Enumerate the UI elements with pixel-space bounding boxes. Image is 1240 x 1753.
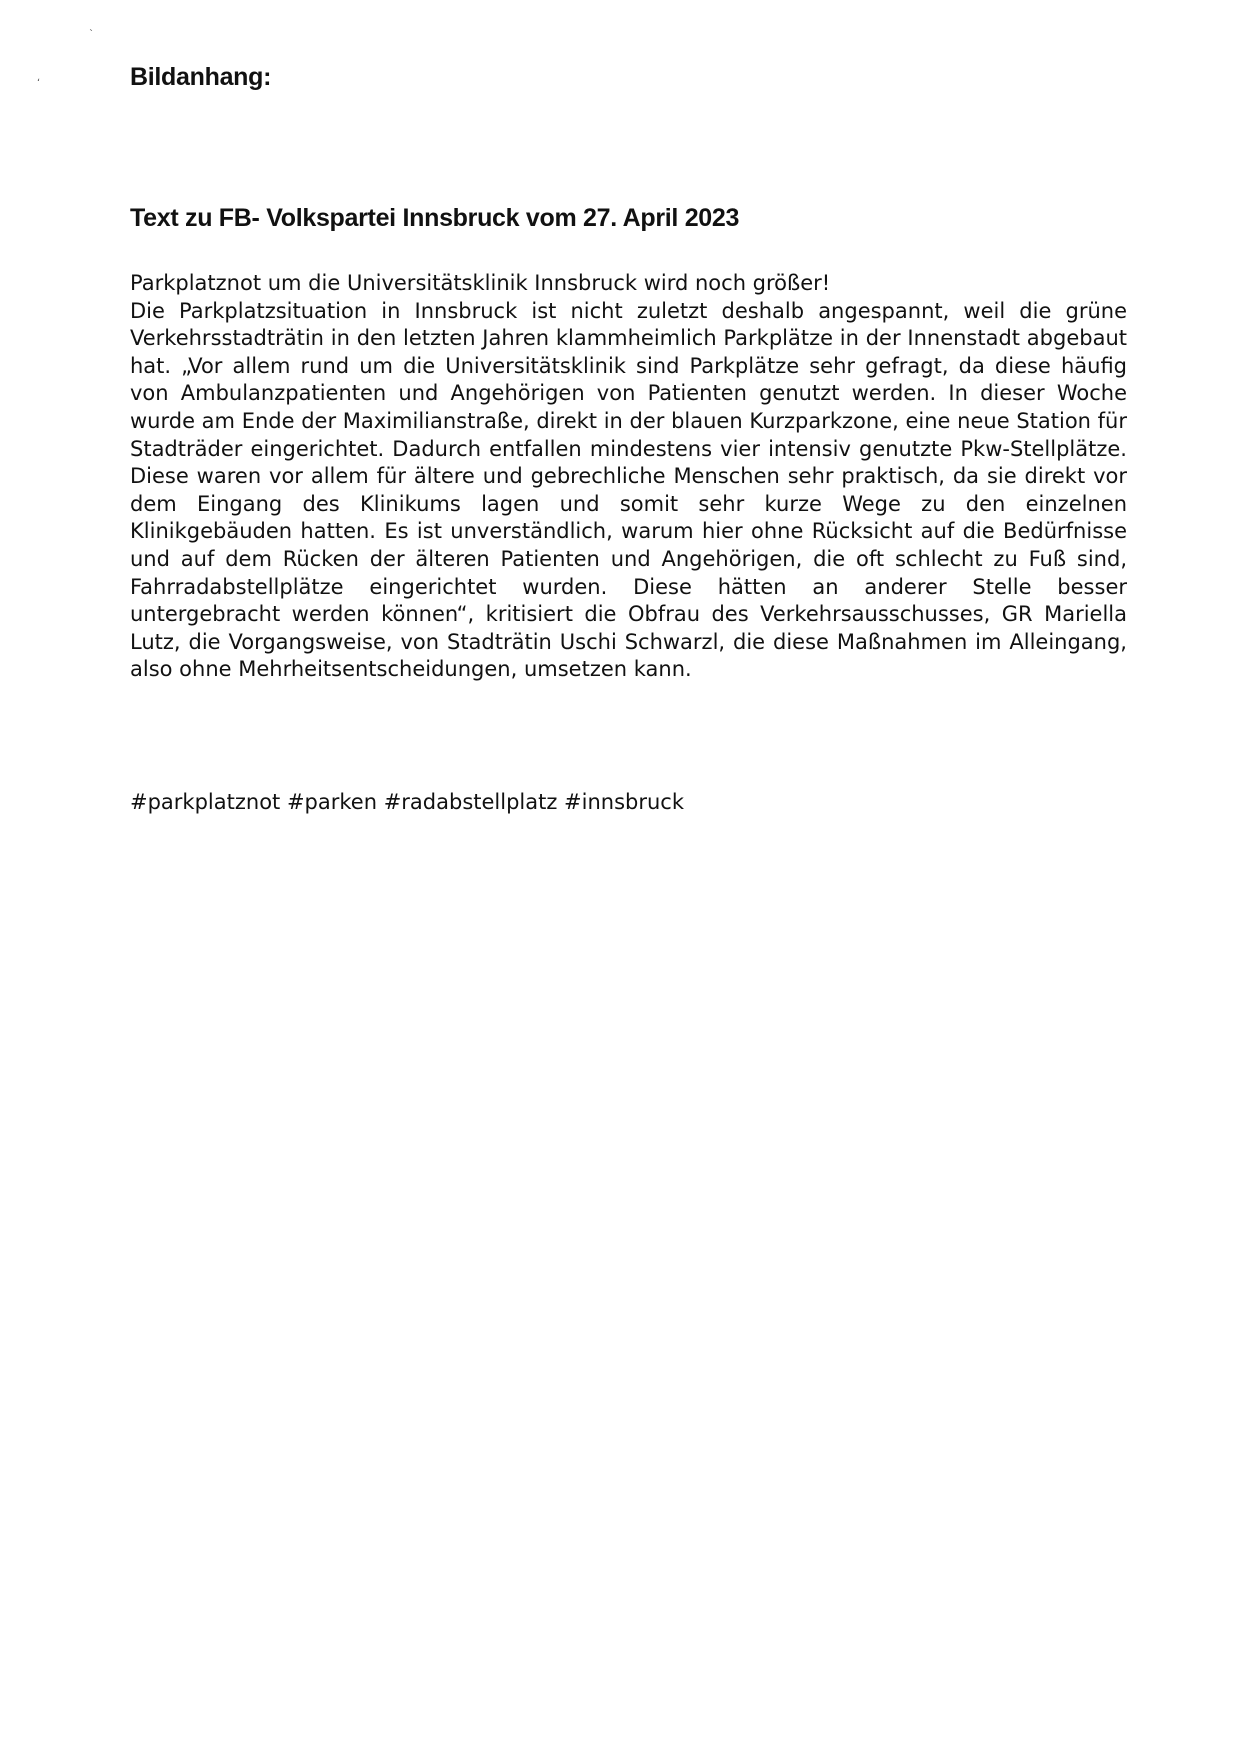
scan-speck: ˋ <box>89 29 94 40</box>
scan-speck: ʻ <box>37 78 41 89</box>
post-paragraph: Die Parkplatzsituation in Innsbruck ist nicht zuletzt deshalb angespannt, weil die grüne Verkehrsstadträtin in den letzten Jahren klammheimlich Parkplätze in der Innenstadt abgebaut hat. „Vor allem rund um die Universitätsklinik sind Parkplätze sehr gefragt, da diese häufig von Ambulanzpatienten und Angehörigen von Patienten genutzt werden. In dieser Woche wurde am Ende der Maximilianstraße, direkt in der blauen Kurzparkzone, eine neue Station für Stadträder eingerichtet. Dadurch entfallen mindestens vier intensiv genutzte Pkw-Stellplätze. Diese waren vor allem für ältere und gebrechliche Menschen sehr praktisch, da sie direkt vor dem Eingang des Klinikums lagen und somit sehr kurze Wege zu den einzelnen Klinikgebäuden hatten. Es ist unverständlich, warum hier ohne Rücksicht auf die Bedürfnisse und auf dem Rücken der älteren Patienten und Angehörigen, die oft schlecht zu Fuß sind, Fahrradabstellplätze eingerichtet wurden. Diese hätten an anderer Stelle besser untergebracht werden können“, kritisiert die Obfrau des Verkehrsausschusses, GR Mariella Lutz, die Vorgangsweise, von Stadträtin Uschi Schwarzl, die diese Maßnahmen im Alleingang, also ohne Mehrheitsentscheidungen, umsetzen kann. <box>130 298 1127 682</box>
hashtag-line: #parkplatznot #parken #radabstellplatz #innsbruck <box>130 790 685 814</box>
post-heading: Text zu FB- Volkspartei Innsbruck vom 27. April 2023 <box>130 204 740 232</box>
post-body <box>130 270 1127 684</box>
post-headline: Parkplatznot um die Universitätsklinik Innsbruck wird noch größer! <box>130 271 831 295</box>
attachment-heading: Bildanhang: <box>130 63 272 91</box>
